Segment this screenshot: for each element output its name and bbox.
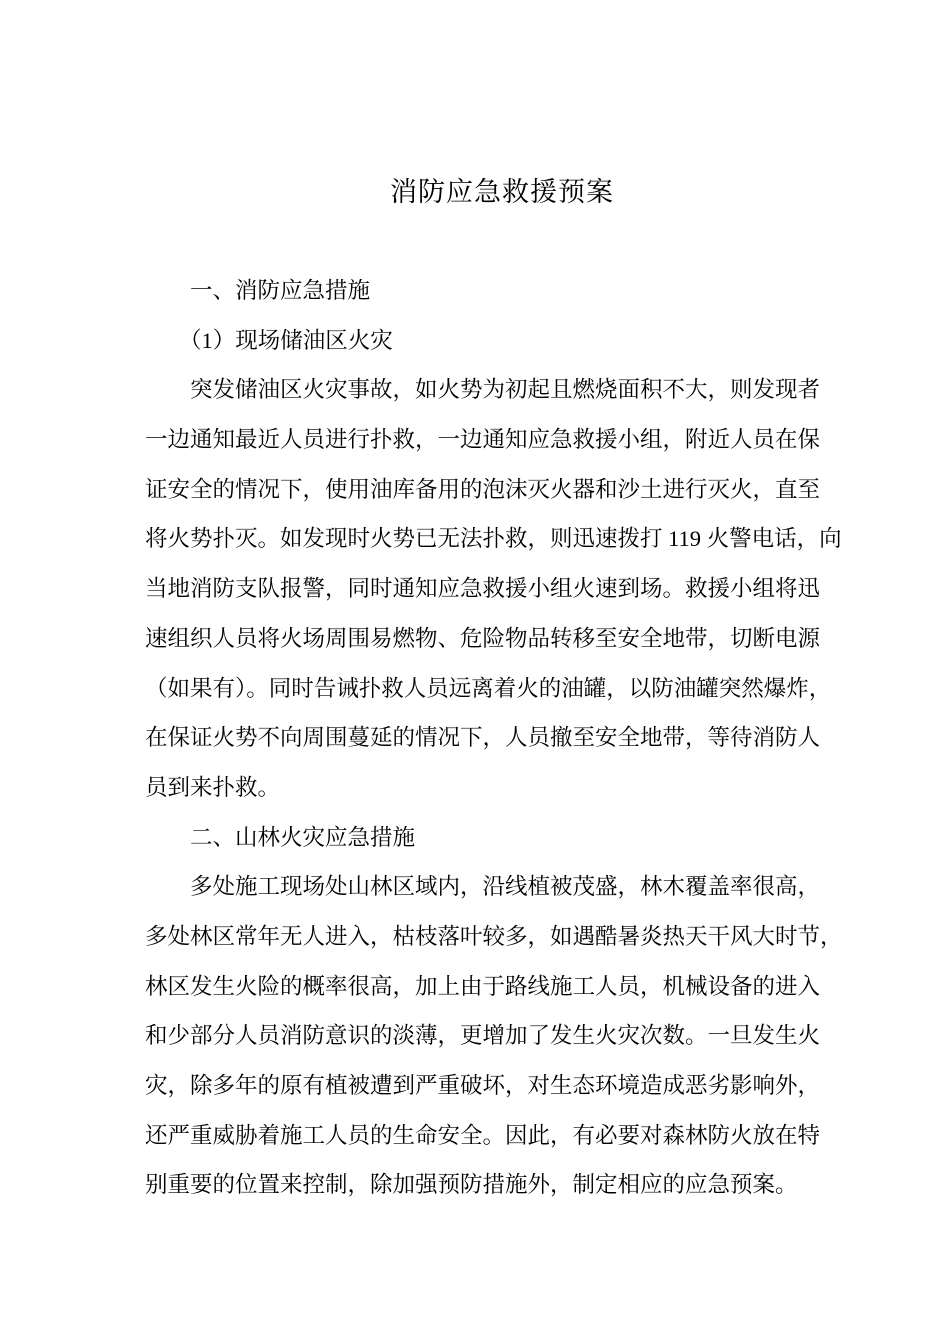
section-heading: 二、山林火灾应急措施 [190, 824, 416, 850]
paragraph-line: 证安全的情况下，使用油库备用的泡沫灭火器和沙土进行灭火，直至 [145, 476, 821, 502]
paragraph-line: 将火势扑灭。如发现时火势已无法扑救，则迅速拨打 119 火警电话，向 [145, 526, 842, 552]
subsection-heading: （1）现场储油区火灾 [179, 327, 393, 353]
paragraph-line: 还严重威胁着施工人员的生命安全。因此，有必要对森林防火放在特 [145, 1122, 821, 1148]
paragraph-line: 一边通知最近人员进行扑救，一边通知应急救援小组，附近人员在保 [145, 427, 821, 453]
document-body [145, 266, 843, 1210]
paragraph-line: 林区发生火险的概率很高，加上由于路线施工人员，机械设备的进入 [145, 973, 821, 999]
paragraph [145, 862, 843, 1210]
paragraph-line: 突发储油区火灾事故，如火势为初起且燃烧面积不大，则发现者 [190, 377, 821, 403]
paragraph-line: 速组织人员将火场周围易燃物、危险物品转移至安全地带，切断电源 [145, 625, 821, 651]
paragraph [145, 365, 842, 812]
paragraph-line: 当地消防支队报警，同时通知应急救援小组火速到场。救援小组将迅 [145, 576, 821, 602]
paragraph-line: 灾，除多年的原有植被遭到严重破坏，对生态环境造成恶劣影响外， [145, 1073, 821, 1098]
paragraph-line: 在保证火势不向周围蔓延的情况下，人员撤至安全地带，等待消防人 [145, 725, 821, 751]
paragraph-line: 多处施工现场处山林区域内，沿线植被茂盛，林木覆盖率很高， [190, 874, 821, 900]
paragraph-line: 别重要的位置来控制，除加强预防措施外，制定相应的应急预案。 [145, 1172, 798, 1198]
section-heading: 一、消防应急措施 [190, 278, 371, 303]
paragraph-line: 多处林区常年无人进入，枯枝落叶较多，如遇酷暑炎热天干风大时节， [145, 923, 843, 949]
paragraph-line: （如果有）。同时告诫扑救人员远离着火的油罐，以防油罐突然爆炸， [145, 675, 832, 701]
paragraph-line: 和少部分人员消防意识的淡薄，更增加了发生火灾次数。一旦发生火 [145, 1023, 821, 1049]
paragraph-line: 员到来扑救。 [145, 774, 281, 800]
document-title: 消防应急救援预案 [390, 177, 614, 207]
